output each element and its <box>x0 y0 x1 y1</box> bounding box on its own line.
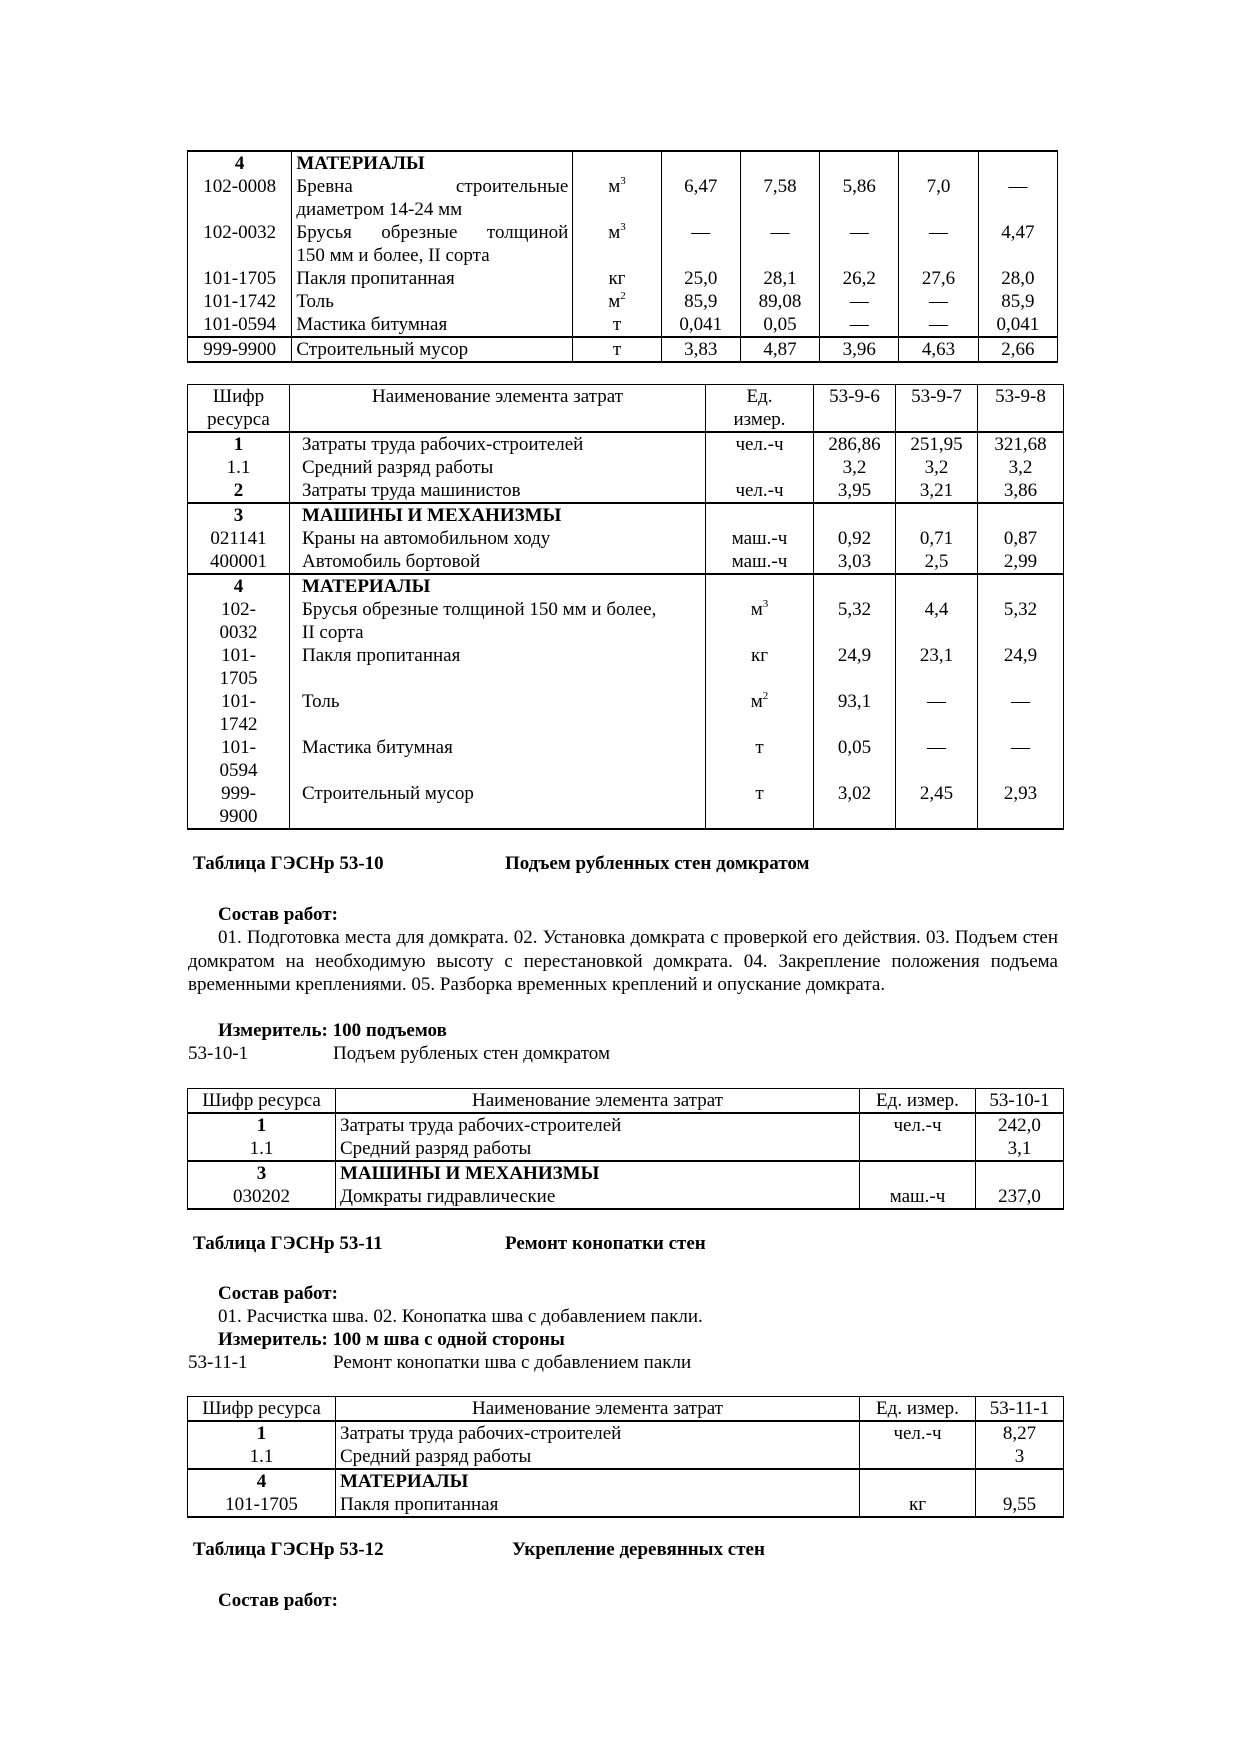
value: 0,05 <box>814 736 896 782</box>
value: 3,96 <box>820 337 899 362</box>
resource-name: Толь <box>292 290 573 313</box>
table-header <box>188 1089 1064 1114</box>
unit: кг <box>706 644 814 690</box>
table-row <box>188 267 1058 290</box>
resource-code: 1.1 <box>188 1137 336 1161</box>
value <box>896 574 978 598</box>
table-header <box>188 385 1064 433</box>
unit: $м^2$ <box>706 690 814 736</box>
value: — <box>820 290 899 313</box>
value: — <box>740 221 819 267</box>
value: — <box>896 736 978 782</box>
value: — <box>978 736 1064 782</box>
value: 242,0 <box>976 1113 1064 1137</box>
materials-table-continued <box>187 150 1058 363</box>
resource-name: Бревна строительные диаметром 14-24 мм <box>292 175 573 221</box>
work-composition-label: Состав работ: <box>218 904 338 925</box>
table-row <box>188 313 1058 337</box>
resource-code: 101-1705 <box>188 267 292 290</box>
value: — <box>820 221 899 267</box>
header-unit: Ед. измер. <box>706 385 814 433</box>
table-row <box>188 1445 1064 1469</box>
value: — <box>820 313 899 337</box>
resource-name: Автомобиль бортовой <box>290 550 706 574</box>
resource-name: Средний разряд работы <box>290 456 706 479</box>
value: 27,6 <box>899 267 978 290</box>
resource-name: Брусья обрезные толщиной 150 мм и более, II сорта <box>292 221 573 267</box>
header-col: 53-9-7 <box>896 385 978 433</box>
value: 3 <box>976 1445 1064 1469</box>
value: 3,2 <box>896 456 978 479</box>
resource-name: Затраты труда машинистов <box>290 479 706 503</box>
resource-name: Строительный мусор <box>292 337 573 362</box>
resource-code: 101- 1742 <box>188 690 290 736</box>
value: 7,0 <box>899 175 978 221</box>
unit <box>860 1445 976 1469</box>
resource-name: Краны на автомобильном ходу <box>290 527 706 550</box>
header-unit: Ед. измер. <box>860 1089 976 1114</box>
table-row <box>188 1137 1064 1161</box>
header-name: Наименование элемента затрат <box>336 1397 860 1422</box>
resource-code: 102- 0032 <box>188 598 290 644</box>
table-caption-number: Таблица ГЭСНр 53-11 <box>193 1233 383 1254</box>
item-code: 53-11-1 <box>188 1352 248 1373</box>
value: 3,86 <box>978 479 1064 503</box>
value: — <box>899 221 978 267</box>
value: 3,2 <box>978 456 1064 479</box>
value: 0,71 <box>896 527 978 550</box>
work-composition-label: Состав работ: <box>218 1283 338 1304</box>
value <box>896 503 978 527</box>
value: 3,1 <box>976 1137 1064 1161</box>
unit <box>860 1161 976 1185</box>
value <box>976 1161 1064 1185</box>
value <box>978 574 1064 598</box>
unit: чел.-ч <box>706 479 814 503</box>
value: 2,93 <box>978 782 1064 829</box>
value <box>976 1469 1064 1493</box>
value <box>814 574 896 598</box>
resource-code: 1 <box>188 432 290 456</box>
value: 23,1 <box>896 644 978 690</box>
value: 0,05 <box>740 313 819 337</box>
value: 5,86 <box>820 175 899 221</box>
value: 2,5 <box>896 550 978 574</box>
unit: чел.-ч <box>706 432 814 456</box>
table-row <box>188 1185 1064 1209</box>
unit: т <box>706 736 814 782</box>
resource-code: 1 <box>188 1421 336 1445</box>
resource-name: МАТЕРИАЛЫ <box>290 574 706 598</box>
table-caption-title: Укрепление деревянных стен <box>512 1539 765 1560</box>
table-row <box>188 1469 1064 1493</box>
table-row <box>188 479 1064 503</box>
resource-code: 102-0032 <box>188 221 292 267</box>
value: 2,99 <box>978 550 1064 574</box>
value: 0,041 <box>661 313 740 337</box>
header-col: 53-9-6 <box>814 385 896 433</box>
resource-name: МАШИНЫ И МЕХАНИЗМЫ <box>290 503 706 527</box>
table-row <box>188 644 1064 690</box>
resource-name: Мастика битумная <box>290 736 706 782</box>
value: 3,02 <box>814 782 896 829</box>
resource-code: 3 <box>188 1161 336 1185</box>
value: 25,0 <box>661 267 740 290</box>
table-row <box>188 221 1058 267</box>
resource-code: 999-9900 <box>188 337 292 362</box>
resource-code: 2 <box>188 479 290 503</box>
table-caption-number: Таблица ГЭСНр 53-12 <box>193 1539 384 1560</box>
value: 5,32 <box>814 598 896 644</box>
table-row <box>188 456 1064 479</box>
resource-code: 021141 <box>188 527 290 550</box>
value: — <box>899 313 978 337</box>
header-col: 53-10-1 <box>976 1089 1064 1114</box>
table-row <box>188 503 1064 527</box>
value: — <box>896 690 978 736</box>
work-composition-text: 01. Подготовка места для домкрата. 02. Установка домкрата с проверкой его действия. 03. Подъем стен домкратом на необходимую высоту с перестановкой домкрата. 04. Закрепление положения подъема временными креплениями. 05. Разборка временных креплений и опускание домкрата. <box>188 927 1058 995</box>
value: 286,86 <box>814 432 896 456</box>
value: 89,08 <box>740 290 819 313</box>
value: 85,9 <box>661 290 740 313</box>
value: 4,47 <box>978 221 1057 267</box>
resource-name: Толь <box>290 690 706 736</box>
table-row <box>188 1161 1064 1185</box>
resource-code: 101- 1705 <box>188 644 290 690</box>
header-code: Шифр ресурса <box>188 1397 336 1422</box>
table-row <box>188 432 1064 456</box>
table-row <box>188 1421 1064 1445</box>
value: 3,95 <box>814 479 896 503</box>
resource-code: 999- 9900 <box>188 782 290 829</box>
table-row <box>188 782 1064 829</box>
unit <box>860 1137 976 1161</box>
header-unit: Ед. измер. <box>860 1397 976 1422</box>
unit: т <box>573 337 661 362</box>
resource-name: Затраты труда рабочих-строителей <box>336 1421 860 1445</box>
table-row <box>188 550 1064 574</box>
unit <box>860 1469 976 1493</box>
value: 3,03 <box>814 550 896 574</box>
table-row <box>188 175 1058 221</box>
value: 2,66 <box>978 337 1057 362</box>
value: 9,55 <box>976 1493 1064 1517</box>
measure-unit: Измеритель: 100 подъемов <box>218 1020 447 1041</box>
unit: $м^2$ <box>573 290 661 313</box>
value: 3,21 <box>896 479 978 503</box>
resource-code: 101-0594 <box>188 313 292 337</box>
value: 4,63 <box>899 337 978 362</box>
resource-table-53-11 <box>187 1396 1064 1518</box>
unit: $м^3$ <box>573 221 661 267</box>
value: 3,83 <box>661 337 740 362</box>
header-col: 53-11-1 <box>976 1397 1064 1422</box>
unit <box>706 503 814 527</box>
resource-code: 1.1 <box>188 456 290 479</box>
resource-name: МАШИНЫ И МЕХАНИЗМЫ <box>336 1161 860 1185</box>
resource-name: Затраты труда рабочих-строителей <box>290 432 706 456</box>
resource-name: Средний разряд работы <box>336 1445 860 1469</box>
table-caption-number: Таблица ГЭСНр 53-10 <box>193 853 384 874</box>
resource-name: МАТЕРИАЛЫ <box>292 151 573 175</box>
table-row <box>188 290 1058 313</box>
item-name: Подъем рубленых стен домкратом <box>333 1043 610 1064</box>
unit: $м^3$ <box>573 175 661 221</box>
value: 0,92 <box>814 527 896 550</box>
value <box>814 503 896 527</box>
value: 26,2 <box>820 267 899 290</box>
value: 0,87 <box>978 527 1064 550</box>
unit: чел.-ч <box>860 1113 976 1137</box>
resource-code: 400001 <box>188 550 290 574</box>
value <box>978 503 1064 527</box>
work-composition-label: Состав работ: <box>218 1590 338 1611</box>
value: 2,45 <box>896 782 978 829</box>
table-row <box>188 337 1058 362</box>
resource-name: Затраты труда рабочих-строителей <box>336 1113 860 1137</box>
unit <box>706 456 814 479</box>
unit: чел.-ч <box>860 1421 976 1445</box>
resource-code: 3 <box>188 503 290 527</box>
resource-name: Домкраты гидравлические <box>336 1185 860 1209</box>
resource-name: МАТЕРИАЛЫ <box>336 1469 860 1493</box>
unit: т <box>706 782 814 829</box>
value: 251,95 <box>896 432 978 456</box>
resource-name: Пакля пропитанная <box>336 1493 860 1517</box>
table-row <box>188 736 1064 782</box>
resource-code: 030202 <box>188 1185 336 1209</box>
table-row <box>188 1113 1064 1137</box>
table-row <box>188 598 1064 644</box>
header-code: Шифр ресурса <box>188 1089 336 1114</box>
resource-code: 1 <box>188 1113 336 1137</box>
item-name: Ремонт конопатки шва с добавлением пакли <box>333 1352 692 1373</box>
unit: маш.-ч <box>706 527 814 550</box>
resource-name: Мастика битумная <box>292 313 573 337</box>
header-name: Наименование элемента затрат <box>290 385 706 433</box>
header-col: 53-9-8 <box>978 385 1064 433</box>
table-row <box>188 151 1058 175</box>
resource-code: 101- 0594 <box>188 736 290 782</box>
measure-unit: Измеритель: 100 м шва с одной стороны <box>218 1329 565 1350</box>
header-code: Шифр ресурса <box>188 385 290 433</box>
value: 24,9 <box>978 644 1064 690</box>
table-row <box>188 527 1064 550</box>
unit <box>706 574 814 598</box>
unit: маш.-ч <box>860 1185 976 1209</box>
value: 24,9 <box>814 644 896 690</box>
resource-name: Пакля пропитанная <box>290 644 706 690</box>
unit: маш.-ч <box>706 550 814 574</box>
value: 7,58 <box>740 175 819 221</box>
table-caption-title: Ремонт конопатки стен <box>505 1233 706 1254</box>
unit: кг <box>860 1493 976 1517</box>
value: 3,2 <box>814 456 896 479</box>
unit: кг <box>573 267 661 290</box>
resource-name: Пакля пропитанная <box>292 267 573 290</box>
value: — <box>899 290 978 313</box>
item-code: 53-10-1 <box>188 1043 249 1064</box>
resource-code: 1.1 <box>188 1445 336 1469</box>
header-name: Наименование элемента затрат <box>336 1089 860 1114</box>
unit: т <box>573 313 661 337</box>
value: 8,27 <box>976 1421 1064 1445</box>
resource-code: 4 <box>188 151 292 175</box>
table-caption-title: Подъем рубленных стен домкратом <box>505 853 810 874</box>
resource-name: Средний разряд работы <box>336 1137 860 1161</box>
table-row <box>188 574 1064 598</box>
value: 93,1 <box>814 690 896 736</box>
table-row <box>188 690 1064 736</box>
resource-code: 101-1742 <box>188 290 292 313</box>
value: 85,9 <box>978 290 1057 313</box>
value: — <box>978 175 1057 221</box>
resource-code: 4 <box>188 1469 336 1493</box>
resource-name: Брусья обрезные толщиной 150 мм и более, II сорта <box>290 598 706 644</box>
value: 4,4 <box>896 598 978 644</box>
value: 321,68 <box>978 432 1064 456</box>
value: 28,0 <box>978 267 1057 290</box>
resource-table-53-9 <box>187 384 1064 830</box>
resource-name: Строительный мусор <box>290 782 706 829</box>
value: 5,32 <box>978 598 1064 644</box>
value: 28,1 <box>740 267 819 290</box>
value: — <box>661 221 740 267</box>
table-row <box>188 1493 1064 1517</box>
value: 237,0 <box>976 1185 1064 1209</box>
value: 0,041 <box>978 313 1057 337</box>
value: 6,47 <box>661 175 740 221</box>
unit: $м^3$ <box>706 598 814 644</box>
value: — <box>978 690 1064 736</box>
work-composition-text: 01. Расчистка шва. 02. Конопатка шва с добавлением пакли. <box>218 1306 703 1327</box>
resource-code: 102-0008 <box>188 175 292 221</box>
table-header <box>188 1397 1064 1422</box>
resource-table-53-10 <box>187 1088 1064 1210</box>
resource-code: 101-1705 <box>188 1493 336 1517</box>
value: 4,87 <box>740 337 819 362</box>
resource-code: 4 <box>188 574 290 598</box>
